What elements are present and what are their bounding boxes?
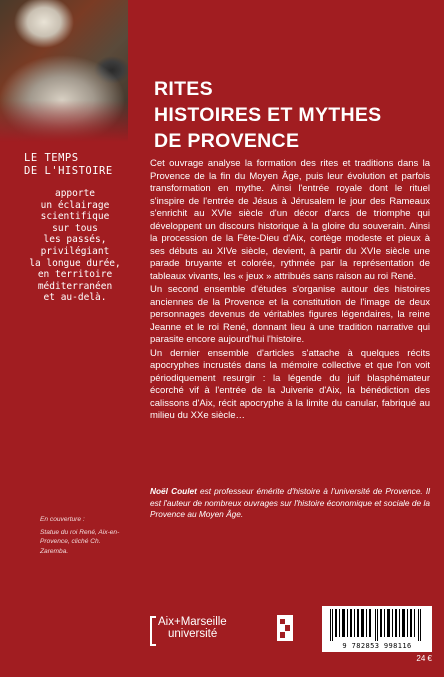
- barcode-bars-icon: [322, 606, 432, 642]
- price-label: 24 €: [416, 654, 432, 663]
- author-note: [150, 486, 430, 521]
- title-line-1: RITES: [154, 78, 213, 100]
- author-name: Noël Coulet: [150, 486, 197, 496]
- blurb: [150, 158, 430, 424]
- logo-line-1: Aix+Marseille: [158, 616, 227, 628]
- cover-credit-heading: En couverture :: [40, 516, 85, 523]
- cover-credit: [40, 515, 126, 559]
- blurb-paragraph-1: Cet ouvrage analyse la formation des rites et traditions dans la Provence de la fin du Moyen Âge, puis leur évolution et parfois transformation en mythe. Ainsi l'entrée royale dont le rituel s'inspire de l'entrée de Jésus à Jérusalem le jour des Rameaux s'enrichit au XVIe siècle d'un décor d'arcs de triomphe qui développent un discours historique à la gloire du souverain. Ainsi la procession de la Fête-Dieu d'Aix, cortège modeste et pieux à ses débuts au XIVe siècle, devient, à partir du XVIe siècle une parade bruyante et colorée, rythmée par la représentation de tableaux vivants, les « jeux » attribués sans raison au roi René.: [150, 158, 430, 282]
- collection-block: [24, 152, 124, 304]
- blurb-paragraph-3: Un dernier ensemble d'articles s'attache à quelques récits apocryphes incrustés dans la mémoire collective et que l'on voit périodiquement resurgir : la légende du juif blasphémateur écorché vif à l'entrée de la Juiverie d'Aix, la bénédiction des calissons d'Aix, récit apocryphe à la limite du canular, fabriqué au milieu du XXe siècle…: [150, 347, 430, 421]
- amu-logo: [150, 614, 250, 650]
- barcode-box: [322, 606, 432, 652]
- logo-bracket-icon: [150, 616, 156, 646]
- title-line-3: DE PROVENCE: [154, 130, 300, 152]
- photo-fade: [0, 100, 128, 142]
- cover-credit-text: Statue du roi René, Aix-en-Provence, cliché Ch. Zaremba.: [40, 528, 120, 555]
- cover-photo-statue: [0, 0, 128, 142]
- isbn-barcode: [322, 606, 432, 668]
- barcode-digits: 9 782853 998116: [342, 642, 412, 650]
- collection-tagline: apporte un éclairage scientifique sur tous les passés, privilégiant la longue durée, en territoire méditerranéen et au-delà.: [29, 188, 121, 304]
- publisher-logo-icon: [274, 613, 296, 643]
- logo-line-2: université: [168, 628, 218, 640]
- blurb-paragraph-2: Un second ensemble d'études s'organise autour des histoires anciennes de la Provence et la constitution de l'image de deux personnages devenus de véritables figures légendaires, la reine Jeanne et le roi René, donnant lieu à une tradition narrative qui parasite encore aujourd'hui l'histoire.: [150, 284, 430, 345]
- author-bio: est professeur émérite d'histoire à l'université de Provence. Il est l'auteur de nombreux ouvrages sur l'histoire économique et sociale de la Provence au Moyen Âge.: [150, 486, 430, 519]
- title-line-2: HISTOIRES ET MYTHES: [154, 104, 382, 126]
- collection-name: LE TEMPS DE L'HISTOIRE: [24, 152, 113, 177]
- book-title: [154, 76, 434, 154]
